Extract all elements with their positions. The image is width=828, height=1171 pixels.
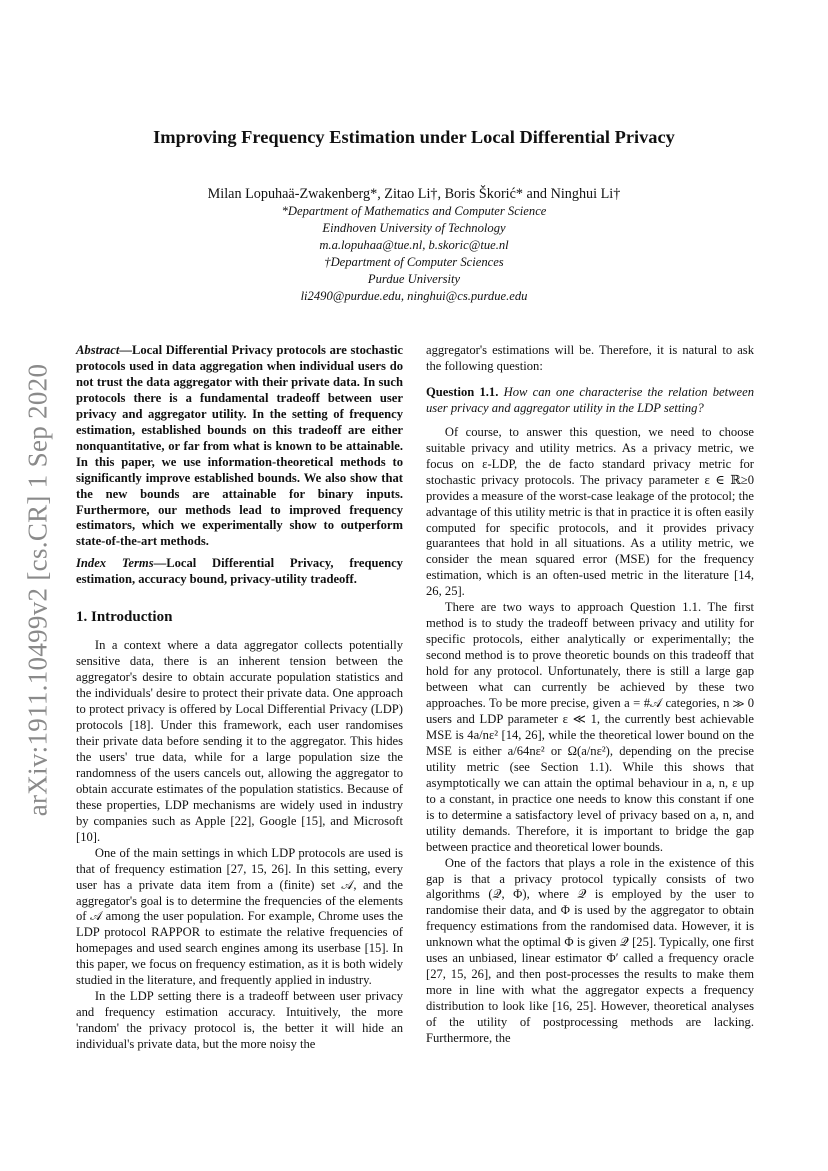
question-statement <box>426 385 754 417</box>
right-column <box>426 343 754 1047</box>
index-terms <box>76 556 403 588</box>
abstract-label: Abstract <box>76 343 120 357</box>
left-column <box>76 343 403 1053</box>
affiliation-line: *Department of Mathematics and Computer Science <box>281 204 547 218</box>
question-text: How can one characterise the relation between user privacy and aggregator utility in the LDP setting? <box>426 384 755 415</box>
index-terms-label: Index Terms <box>76 556 154 571</box>
author-list: Milan Lopuhaä-Zwakenberg*, Zitao Li†, Boris Škorić* and Ninghui Li† <box>207 186 621 202</box>
body-paragraph: One of the factors that plays a role in the existence of this gap is that a privacy protocol typically consists of two algorithms (𝒬, Φ), where 𝒬 is employed by the user to randomise their data, and Φ is used by the aggregator to obtain frequency estimations from the randomised data. However, it is unknown what the optimal Φ is given 𝒬 [25]. Typically, one first uses an unbiased, linear estimator Φ′ called a frequency oracle [27, 15, 26], and then post-processes the results to make them more in line with what the aggregator expects a frequency distribution to look like [16, 25]. However, theoretical analyses of the utility of postprocessing methods are lacking. Furthermore, the <box>426 855 754 1046</box>
abstract-text: —Local Differential Privacy protocols are stochastic protocols used in data aggregation when individual users do not trust the data aggregator with their private data. In such protocols there is a fundamental tradeoff between user privacy and aggregator utility. In the setting of frequency estimation, established bounds on this tradeoff are either nonquantitative, or far from what is known to be attainable. In this paper, we use information-theoretical methods to significantly improve established bounds. We also show that the new bounds are attainable for binary inputs. Furthermore, our methods lead to improved frequency estimators, which we experimentally show to outperform state-of-the-art methods. <box>76 343 403 549</box>
body-paragraph: One of the main settings in which LDP protocols are used is that of frequency estimation [27, 15, 26]. In this setting, every user has a private data item from a (finite) set 𝒜, and the aggregator's goal is to determine the frequencies of the elements of 𝒜 among the user population. For example, Chrome uses the LDP protocol RAPPOR to estimate the relative frequencies of homepages and used search engines among its userbase [15]. In this paper, we focus on frequency estimation, as it is both widely studied in the literature, and frequently applied in industry. <box>76 845 403 988</box>
body-paragraph: There are two ways to approach Question 1.1. The first method is to study the tradeoff between privacy and utility for specific protocols, either analytically or experimentally; the second method is to prove theoretic bounds on this tradeoff that hold for any protocol. Unfortunately, there is still a large gap between what can currently be achieved by these two approaches. To be more precise, given a = #𝒜 categories, n ≫ 0 users and LDP parameter ε ≪ 1, the currently best achievable MSE is 4a/nε² [14, 26], while the theoretical lower bound on the MSE is either a/64nε² or Ω(a/nε²), depending on the precise utility metric (see Section 1.1). While this shows that asymptotically we can attain the optimal behaviour in a, n, ε up to a constant, in practice one needs to know this constant if one is to determine a satisfactory level of privacy based on a, n, and utility demands. Therefore, it is important to bridge the gap between practice and theoretical lower bounds. <box>426 600 754 854</box>
affiliation-line: Purdue University <box>367 272 461 286</box>
arxiv-id-text: arXiv:1911.10499v2 [cs.CR] 1 Sep 2020 <box>22 363 53 817</box>
paper-title: Improving Frequency Estimation under Local Differential Privacy <box>153 127 675 147</box>
affiliation-line: Eindhoven University of Technology <box>322 221 506 235</box>
body-paragraph: In the LDP setting there is a tradeoff between user privacy and frequency estimation accuracy. Intuitively, the more 'random' the privacy protocol is, the better it will hide an individual's private data, but the more noisy the <box>76 989 403 1052</box>
body-paragraph: aggregator's estimations will be. Therefore, it is natural to ask the following question: <box>426 343 754 373</box>
body-paragraph: Of course, to answer this question, we need to choose suitable privacy and utility metrics. As a privacy metric, we focus on ε-LDP, the de facto standard privacy metric for stochastic privacy protocols. The privacy parameter ε ∈ ℝ≥0 provides a measure of the worst-case leakage of the protocol; the advantage of this utility metric is that in practice it is often easily computed for specific protocols, and it provides privacy guarantees that hold in all situations. As a utility metric, we consider the mean squared error (MSE) for the frequency estimation, which is an often-used metric in the literature [14, 26, 25]. <box>426 424 754 599</box>
affiliation-line: †Department of Computer Sciences <box>324 255 504 269</box>
arxiv-identifier <box>18 363 58 817</box>
email-line: m.a.lopuhaa@tue.nl, b.skoric@tue.nl <box>319 238 509 252</box>
author-block <box>0 186 828 305</box>
abstract <box>76 343 403 550</box>
email-line: li2490@purdue.edu, ninghui@cs.purdue.edu <box>300 289 528 303</box>
section-heading: 1. Introduction <box>76 609 173 626</box>
index-terms-text: —Local Differential Privacy, frequency estimation, accuracy bound, privacy-utility tradeoff. <box>76 556 403 587</box>
question-label: Question 1.1. <box>426 384 499 399</box>
body-paragraph: In a context where a data aggregator collects potentially sensitive data, there is an inherent tension between the aggregator's desire to obtain accurate population statistics and the individuals' desire to protect their private data. One approach to protect privacy is offered by Local Differential Privacy (LDP) protocols [18]. Under this framework, each user randomises their private data before sending it to the aggregator. This hides the users' true data, while for a large population size the randomness of the users cancels out, allowing the aggregator to obtain accurate estimates of the population statistics. Because of these properties, LDP mechanisms are widely used in industry by companies such as Apple [22], Google [15], and Microsoft [10]. <box>76 638 403 844</box>
